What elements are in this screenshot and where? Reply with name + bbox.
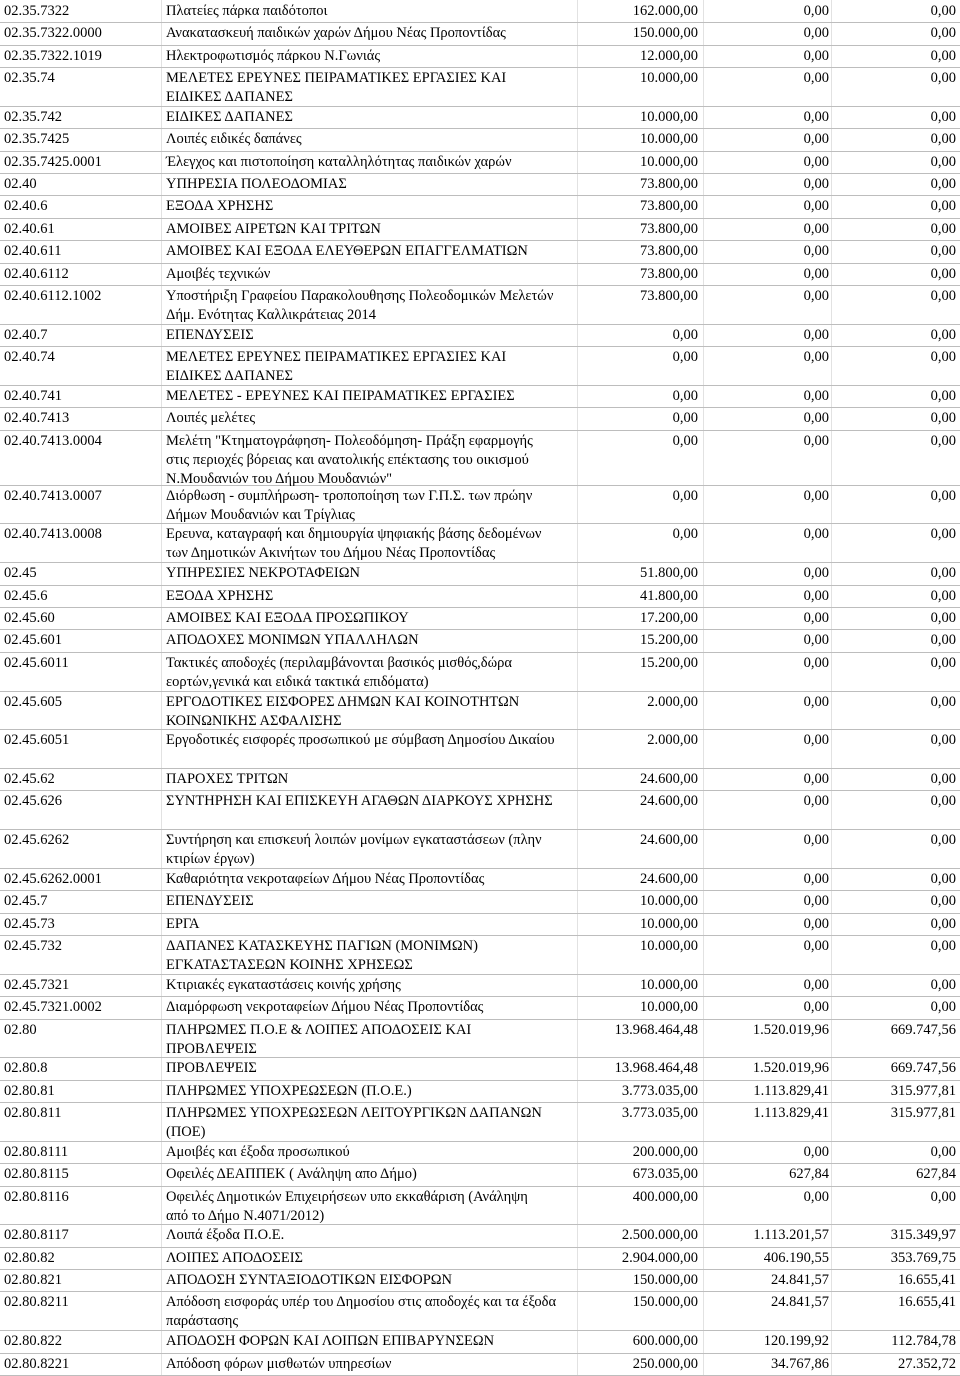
account-code: 02.45.6051: [4, 732, 70, 749]
account-code: 02.40.6112: [4, 265, 69, 282]
paid-amount: 0,00: [930, 793, 956, 810]
account-code: 02.35.7425: [4, 131, 70, 148]
table-row: [0, 485, 960, 525]
table-row: [0, 22, 960, 45]
budget-amount: 24.600,00: [640, 771, 698, 787]
account-code: 02.45.732: [4, 938, 62, 955]
account-code: 02.35.7322.1019: [4, 47, 102, 64]
paid-amount: 0,00: [930, 587, 956, 604]
account-code: 02.45.7321.0002: [4, 999, 102, 1016]
account-code: 02.35.7322: [4, 3, 70, 19]
account-code: 02.35.74: [4, 70, 55, 87]
paid-amount: 0,00: [930, 220, 956, 237]
budget-amount: 0,00: [672, 526, 698, 543]
account-description: ΠΛΗΡΩΜΕΣ Π.Ο.Ε & ΛΟΙΠΕΣ ΑΠΟΔΟΣΕΙΣ ΚΑΙ ΠΡΟΒΛΕΨΕΙΣ: [166, 1021, 472, 1057]
account-description: Λοιπά έξοδα Π.Ο.Ε.: [166, 1227, 285, 1244]
budget-amount: 2.904.000,00: [621, 1249, 698, 1266]
table-row: [0, 652, 960, 692]
committed-amount: 0,00: [803, 198, 829, 215]
account-code: 02.80.81: [4, 1082, 55, 1099]
account-description: ΕΡΓΑ: [166, 915, 200, 932]
account-code: 02.80.822: [4, 1333, 62, 1350]
account-description: Λοιπές ειδικές δαπάνες: [166, 131, 302, 148]
committed-amount: 0,00: [803, 632, 829, 649]
account-code: 02.40.7413: [4, 410, 70, 427]
account-description: Αμοιβές και έξοδα προσωπικού: [166, 1143, 350, 1160]
table-row: [0, 263, 960, 286]
budget-amount: 17.200,00: [640, 609, 698, 626]
table-row: [0, 868, 960, 891]
committed-amount: 1.520.019,96: [752, 1060, 829, 1077]
account-code: 02.35.7425.0001: [4, 153, 102, 170]
table-row: [0, 523, 960, 563]
budget-amount: 3.773.035,00: [621, 1105, 698, 1122]
account-code: 02.80.8117: [4, 1227, 69, 1244]
account-description: Διόρθωση - συμπλήρωση- τροποποίηση των Γ.Π.Σ. των πρώην Δήμων Μουδανιών και Τρίγλιας: [166, 487, 533, 523]
budget-amount: 2.500.000,00: [621, 1227, 698, 1244]
committed-amount: 0,00: [803, 487, 829, 504]
table-row: [0, 913, 960, 936]
paid-amount: 0,00: [930, 25, 956, 42]
budget-amount: 162.000,00: [632, 3, 698, 19]
committed-amount: 120.199,92: [763, 1333, 829, 1350]
account-code: 02.40.7: [4, 326, 48, 343]
committed-amount: 0,00: [803, 108, 829, 125]
account-code: 02.45.73: [4, 915, 55, 932]
table-row: [0, 829, 960, 869]
paid-amount: 0,00: [930, 349, 956, 366]
account-code: 02.80.8221: [4, 1355, 70, 1372]
committed-amount: 0,00: [803, 915, 829, 932]
account-code: 02.80.8: [4, 1060, 48, 1077]
table-row: [0, 218, 960, 241]
account-description: ΑΜΟΙΒΕΣ ΚΑΙ ΕΞΟΔΑ ΕΛΕΥΘΕΡΩΝ ΕΠΑΓΓΕΛΜΑΤΙΩΝ: [166, 243, 528, 260]
paid-amount: 0,00: [930, 693, 956, 710]
budget-amount: 10.000,00: [640, 976, 698, 993]
paid-amount: 0,00: [930, 47, 956, 64]
table-row: [0, 106, 960, 129]
committed-amount: 1.520.019,96: [752, 1021, 829, 1038]
committed-amount: 0,00: [803, 870, 829, 887]
table-row: [0, 430, 960, 486]
paid-amount: 0,00: [930, 654, 956, 671]
paid-amount: 0,00: [930, 176, 956, 193]
budget-amount: 12.000,00: [640, 47, 698, 64]
paid-amount: 315.349,97: [890, 1227, 956, 1244]
account-code: 02.40.7413.0007: [4, 487, 102, 504]
budget-amount: 73.800,00: [640, 176, 698, 193]
budget-amount: 673.035,00: [632, 1166, 698, 1183]
table-row: [0, 195, 960, 218]
account-description: ΕΞΟΔΑ ΧΡΗΣΗΣ: [166, 198, 274, 215]
account-code: 02.45.626: [4, 793, 62, 810]
budget-amount: 0,00: [672, 326, 698, 343]
budget-amount: 600.000,00: [632, 1333, 698, 1350]
account-description: ΕΠΕΝΔΥΣΕΙΣ: [166, 326, 254, 343]
account-description: ΑΠΟΔΟΧΕΣ ΜΟΝΙΜΩΝ ΥΠΑΛΛΗΛΩΝ: [166, 632, 419, 649]
account-code: 02.45.7321: [4, 976, 70, 993]
table-row: [0, 45, 960, 68]
paid-amount: 0,00: [930, 131, 956, 148]
budget-amount: 150.000,00: [632, 1294, 698, 1311]
account-code: 02.45.605: [4, 693, 62, 710]
paid-amount: 0,00: [930, 287, 956, 304]
paid-amount: 112.784,78: [891, 1333, 956, 1350]
account-description: Καθαριότητα νεκροταφείων Δήμου Νέας Προποντίδας: [166, 870, 485, 887]
table-row: [0, 890, 960, 913]
account-description: Υποστήριξη Γραφείου Παρακολουθησης Πολεοδομικών Μελετών Δήμ. Ενότητας Καλλικράτειας 2014: [166, 287, 554, 323]
paid-amount: 0,00: [930, 153, 956, 170]
paid-amount: 0,00: [930, 915, 956, 932]
committed-amount: 0,00: [803, 771, 829, 787]
budget-amount: 2.000,00: [647, 732, 698, 749]
committed-amount: 0,00: [803, 131, 829, 148]
committed-amount: 0,00: [803, 243, 829, 260]
paid-amount: 27.352,72: [898, 1355, 956, 1372]
committed-amount: 0,00: [803, 410, 829, 427]
account-description: ΑΠΟΔΟΣΗ ΦΟΡΩΝ ΚΑΙ ΛΟΙΠΩΝ ΕΠΙΒΑΡΥΝΣΕΩΝ: [166, 1333, 495, 1350]
account-code: 02.80.811: [4, 1105, 62, 1122]
account-description: Οφειλές Δημοτικών Επιχειρήσεων υπο εκκαθάριση (Ανάληψη από το Δήμο Ν.4071/2012): [166, 1188, 528, 1224]
account-code: 02.80.8115: [4, 1166, 69, 1183]
table-row: [0, 173, 960, 196]
committed-amount: 0,00: [803, 732, 829, 749]
account-description: Συντήρηση και επισκευή λοιπών μονίμων εγκαταστάσεων (πλην κτιρίων έργων): [166, 832, 542, 868]
committed-amount: 24.841,57: [771, 1294, 829, 1311]
account-description: Διαμόρφωση νεκροταφείων Δήμου Νέας Προποντίδας: [166, 999, 484, 1016]
account-code: 02.35.7322.0000: [4, 25, 102, 42]
account-code: 02.45.7: [4, 893, 48, 910]
budget-amount: 10.000,00: [640, 153, 698, 170]
committed-amount: 0,00: [803, 287, 829, 304]
table-row: [0, 768, 960, 791]
account-code: 02.80.821: [4, 1272, 62, 1289]
account-description: Λοιπές μελέτες: [166, 410, 256, 427]
paid-amount: 16.655,41: [898, 1272, 956, 1289]
paid-amount: 627,84: [916, 1166, 956, 1183]
account-code: 02.40.61: [4, 220, 55, 237]
account-code: 02.40.6: [4, 198, 48, 215]
account-description: Οφειλές ΔΕΑΠΠΕΚ ( Ανάληψη απο Δήμο): [166, 1166, 417, 1183]
account-description: Εργοδοτικές εισφορές προσωπικού με σύμβαση Δημοσίου Δικαίου: [166, 732, 555, 749]
paid-amount: 0,00: [930, 609, 956, 626]
table-row: [0, 974, 960, 997]
paid-amount: 0,00: [930, 326, 956, 343]
committed-amount: 0,00: [803, 1188, 829, 1205]
table-row: [0, 385, 960, 408]
budget-amount: 0,00: [672, 387, 698, 404]
committed-amount: 0,00: [803, 693, 829, 710]
paid-amount: 0,00: [930, 893, 956, 910]
account-description: ΜΕΛΕΤΕΣ - ΕΡΕΥΝΕΣ ΚΑΙ ΠΕΙΡΑΜΑΤΙΚΕΣ ΕΡΓΑΣΙΕΣ: [166, 387, 515, 404]
paid-amount: 16.655,41: [898, 1294, 956, 1311]
paid-amount: 669.747,56: [890, 1060, 956, 1077]
budget-amount: 51.800,00: [640, 565, 698, 582]
table-row: [0, 407, 960, 430]
budget-amount: 0,00: [672, 487, 698, 504]
paid-amount: 315.977,81: [890, 1082, 956, 1099]
table-row: [0, 240, 960, 263]
paid-amount: 0,00: [930, 487, 956, 504]
account-code: 02.45.6262: [4, 832, 70, 849]
account-code: 02.35.742: [4, 108, 62, 125]
table-row: [0, 585, 960, 608]
table-row: [0, 607, 960, 630]
paid-amount: 0,00: [930, 976, 956, 993]
budget-amount: 400.000,00: [632, 1188, 698, 1205]
table-row: [0, 935, 960, 975]
account-description: Ηλεκτροφωτισμός πάρκου Ν.Γωνιάς: [166, 47, 381, 64]
budget-amount: 41.800,00: [640, 587, 698, 604]
table-row: [0, 1353, 960, 1376]
committed-amount: 0,00: [803, 387, 829, 404]
account-description: ΜΕΛΕΤΕΣ ΕΡΕΥΝΕΣ ΠΕΙΡΑΜΑΤΙΚΕΣ ΕΡΓΑΣΙΕΣ ΚΑΙ ΕΙΔΙΚΕΣ ΔΑΠΑΝΕΣ: [166, 349, 507, 385]
committed-amount: 0,00: [803, 265, 829, 282]
account-description: ΥΠΗΡΕΣΙΑ ΠΟΛΕΟΔΟΜΙΑΣ: [166, 176, 347, 193]
account-description: Ανακατασκευή παιδικών χαρών Δήμου Νέας Προποντίδας: [166, 25, 506, 42]
table-row: [0, 1057, 960, 1080]
committed-amount: 0,00: [803, 326, 829, 343]
account-code: 02.80.8211: [4, 1294, 69, 1311]
paid-amount: 0,00: [930, 265, 956, 282]
account-code: 02.80.82: [4, 1249, 55, 1266]
committed-amount: 0,00: [803, 176, 829, 193]
table-row: [0, 1019, 960, 1059]
committed-amount: 0,00: [803, 432, 829, 449]
table-row: [0, 629, 960, 652]
table-row: [0, 996, 960, 1019]
budget-amount: 150.000,00: [632, 1272, 698, 1289]
committed-amount: 0,00: [803, 565, 829, 582]
paid-amount: 0,00: [930, 999, 956, 1016]
account-description: Απόδοση φόρων μισθωτών υπηρεσίων: [166, 1355, 392, 1372]
paid-amount: 0,00: [930, 632, 956, 649]
account-description: ΠΡΟΒΛΕΨΕΙΣ: [166, 1060, 257, 1077]
committed-amount: 0,00: [803, 654, 829, 671]
budget-amount: 15.200,00: [640, 632, 698, 649]
committed-amount: 0,00: [803, 1143, 829, 1160]
account-description: ΛΟΙΠΕΣ ΑΠΟΔΟΣΕΙΣ: [166, 1249, 303, 1266]
budget-amount: 73.800,00: [640, 287, 698, 304]
account-code: 02.40.74: [4, 349, 55, 366]
paid-amount: 0,00: [930, 1188, 956, 1205]
committed-amount: 1.113.829,41: [753, 1105, 829, 1122]
account-description: ΠΑΡΟΧΕΣ ΤΡΙΤΩΝ: [166, 771, 289, 787]
paid-amount: 0,00: [930, 410, 956, 427]
account-description: Πλατείες πάρκα παιδότοποι: [166, 3, 328, 19]
committed-amount: 0,00: [803, 938, 829, 955]
account-description: ΥΠΗΡΕΣΙΕΣ ΝΕΚΡΟΤΑΦΕΙΩΝ: [166, 565, 360, 582]
paid-amount: 0,00: [930, 832, 956, 849]
committed-amount: 0,00: [803, 25, 829, 42]
account-description: Έλεγχος και πιστοποίηση καταλληλότητας παιδικών χαρών: [166, 153, 512, 170]
budget-amount: 250.000,00: [632, 1355, 698, 1372]
budget-amount: 10.000,00: [640, 999, 698, 1016]
account-description: Ερευνα, καταγραφή και δημιουργία ψηφιακής βάσης δεδομένων των Δημοτικών Ακινήτων του Δήμου Νέας Προποντίδας: [166, 526, 542, 562]
budget-amount: 3.773.035,00: [621, 1082, 698, 1099]
budget-amount: 10.000,00: [640, 70, 698, 87]
account-description: ΠΛΗΡΩΜΕΣ ΥΠΟΧΡΕΩΣΕΩΝ (Π.Ο.Ε.): [166, 1082, 412, 1099]
paid-amount: 0,00: [930, 108, 956, 125]
paid-amount: 0,00: [930, 243, 956, 260]
budget-amount: 24.600,00: [640, 793, 698, 810]
account-description: ΑΜΟΙΒΕΣ ΚΑΙ ΕΞΟΔΑ ΠΡΟΣΩΠΙΚΟΥ: [166, 609, 409, 626]
budget-amount: 10.000,00: [640, 108, 698, 125]
budget-amount: 10.000,00: [640, 915, 698, 932]
budget-amount: 10.000,00: [640, 131, 698, 148]
table-row: [0, 1269, 960, 1292]
committed-amount: 1.113.829,41: [753, 1082, 829, 1099]
table-row: [0, 1247, 960, 1270]
table-row: [0, 67, 960, 107]
account-description: ΕΞΟΔΑ ΧΡΗΣΗΣ: [166, 587, 274, 604]
table-row: [0, 0, 960, 23]
table-row: [0, 346, 960, 386]
budget-amount: 24.600,00: [640, 832, 698, 849]
paid-amount: 0,00: [930, 70, 956, 87]
committed-amount: 0,00: [803, 999, 829, 1016]
committed-amount: 0,00: [803, 587, 829, 604]
account-description: ΕΙΔΙΚΕΣ ΔΑΠΑΝΕΣ: [166, 108, 293, 125]
table-row: [0, 324, 960, 347]
account-description: Μελέτη "Κτηματογράφηση- Πολεοδόμηση- Πράξη εφαρμογής στις περιοχές βόρειας και ανατολικής επέκτασης του οικισμού Ν.Μουδανιών του Δήμου Μουδανιών": [166, 432, 533, 487]
committed-amount: 0,00: [803, 793, 829, 810]
committed-amount: 0,00: [803, 976, 829, 993]
account-code: 02.80: [4, 1021, 37, 1038]
budget-amount: 73.800,00: [640, 243, 698, 260]
committed-amount: 1.113.201,57: [753, 1227, 829, 1244]
table-row: [0, 729, 960, 769]
committed-amount: 0,00: [803, 3, 829, 19]
account-code: 02.45.6262.0001: [4, 870, 102, 887]
committed-amount: 0,00: [803, 349, 829, 366]
account-code: 02.40.7413.0004: [4, 432, 102, 449]
account-code: 02.45.6011: [4, 654, 69, 671]
budget-amount: 0,00: [672, 410, 698, 427]
paid-amount: 0,00: [930, 198, 956, 215]
account-description: ΜΕΛΕΤΕΣ ΕΡΕΥΝΕΣ ΠΕΙΡΑΜΑΤΙΚΕΣ ΕΡΓΑΣΙΕΣ ΚΑΙ ΕΙΔΙΚΕΣ ΔΑΠΑΝΕΣ: [166, 70, 507, 106]
account-description: Κτιριακές εγκαταστάσεις κοινής χρήσης: [166, 976, 401, 993]
paid-amount: 0,00: [930, 3, 956, 19]
paid-amount: 0,00: [930, 526, 956, 543]
table-row: [0, 1291, 960, 1331]
account-code: 02.80.8111: [4, 1143, 69, 1160]
paid-amount: 0,00: [930, 387, 956, 404]
paid-amount: 0,00: [930, 771, 956, 787]
paid-amount: 0,00: [930, 565, 956, 582]
budget-amount: 73.800,00: [640, 265, 698, 282]
account-description: Αμοιβές τεχνικών: [166, 265, 271, 282]
account-code: 02.45.6: [4, 587, 48, 604]
account-description: ΑΠΟΔΟΣΗ ΣΥΝΤΑΞΙΟΔΟΤΙΚΩΝ ΕΙΣΦΟΡΩΝ: [166, 1272, 453, 1289]
budget-amount: 150.000,00: [632, 25, 698, 42]
budget-amount: 73.800,00: [640, 220, 698, 237]
table-row: [0, 562, 960, 585]
account-code: 02.45: [4, 565, 37, 582]
account-code: 02.40.611: [4, 243, 62, 260]
committed-amount: 0,00: [803, 153, 829, 170]
budget-amount: 0,00: [672, 349, 698, 366]
budget-amount: 13.968.464,48: [614, 1060, 698, 1077]
table-row: [0, 285, 960, 325]
account-description: ΔΑΠΑΝΕΣ ΚΑΤΑΣΚΕΥΗΣ ΠΑΓΙΩΝ (ΜΟΝΙΜΩΝ) ΕΓΚΑΤΑΣΤΑΣΕΩΝ ΚΟΙΝΗΣ ΧΡΗΣΕΩΣ: [166, 938, 478, 974]
budget-amount: 0,00: [672, 432, 698, 449]
account-code: 02.40.741: [4, 387, 62, 404]
committed-amount: 0,00: [803, 47, 829, 64]
budget-amount: 2.000,00: [647, 693, 698, 710]
account-code: 02.45.60: [4, 609, 55, 626]
paid-amount: 669.747,56: [890, 1021, 956, 1038]
table-row: [0, 1080, 960, 1103]
account-code: 02.40.6112.1002: [4, 287, 102, 304]
account-description: Τακτικές αποδοχές (περιλαμβάνονται βασικός μισθός,δώρα εορτών,γενικά και ειδικά τακτικά επιδόματα): [166, 654, 513, 690]
paid-amount: 0,00: [930, 870, 956, 887]
paid-amount: 0,00: [930, 1143, 956, 1160]
paid-amount: 0,00: [930, 732, 956, 749]
budget-amount: 73.800,00: [640, 198, 698, 215]
table-row: [0, 691, 960, 731]
account-description: ΕΠΕΝΔΥΣΕΙΣ: [166, 893, 254, 910]
committed-amount: 0,00: [803, 893, 829, 910]
table-row: [0, 1141, 960, 1164]
account-description: ΕΡΓΟΔΟΤΙΚΕΣ ΕΙΣΦΟΡΕΣ ΔΗΜΩΝ ΚΑΙ ΚΟΙΝΟΤΗΤΩΝ ΚΟΙΝΩΝΙΚΗΣ ΑΣΦΑΛΙΣΗΣ: [166, 693, 520, 729]
committed-amount: 24.841,57: [771, 1272, 829, 1289]
account-code: 02.45.62: [4, 771, 55, 787]
budget-amount: 200.000,00: [632, 1143, 698, 1160]
table-row: [0, 1163, 960, 1186]
table-row: [0, 128, 960, 151]
committed-amount: 406.190,55: [763, 1249, 829, 1266]
account-code: 02.80.8116: [4, 1188, 69, 1205]
budget-amount: 24.600,00: [640, 870, 698, 887]
account-code: 02.40: [4, 176, 37, 193]
committed-amount: 34.767,86: [771, 1355, 829, 1372]
paid-amount: 315.977,81: [890, 1105, 956, 1122]
paid-amount: 353.769,75: [890, 1249, 956, 1266]
budget-amount: 10.000,00: [640, 893, 698, 910]
account-description: ΣΥΝΤΗΡΗΣΗ ΚΑΙ ΕΠΙΣΚΕΥΗ ΑΓΑΘΩΝ ΔΙΑΡΚΟΥΣ ΧΡΗΣΗΣ: [166, 793, 553, 810]
account-description: Απόδοση εισφοράς υπέρ του Δημοσίου στις αποδοχές και τα έξοδα παράστασης: [166, 1294, 557, 1330]
committed-amount: 0,00: [803, 220, 829, 237]
table-row: [0, 1186, 960, 1226]
table-row: [0, 1224, 960, 1247]
committed-amount: 627,84: [789, 1166, 829, 1183]
account-description: ΑΜΟΙΒΕΣ ΑΙΡΕΤΩΝ ΚΑΙ ΤΡΙΤΩΝ: [166, 220, 381, 237]
table-row: [0, 790, 960, 830]
committed-amount: 0,00: [803, 609, 829, 626]
table-row: [0, 151, 960, 174]
account-code: 02.45.601: [4, 632, 62, 649]
budget-amount: 15.200,00: [640, 654, 698, 671]
committed-amount: 0,00: [803, 832, 829, 849]
paid-amount: 0,00: [930, 938, 956, 955]
account-description: ΠΛΗΡΩΜΕΣ ΥΠΟΧΡΕΩΣΕΩΝ ΛΕΙΤΟΥΡΓΙΚΩΝ ΔΑΠΑΝΩΝ (ΠΟΕ): [166, 1105, 542, 1141]
committed-amount: 0,00: [803, 526, 829, 543]
table-row: [0, 1102, 960, 1142]
budget-amount: 13.968.464,48: [614, 1021, 698, 1038]
committed-amount: 0,00: [803, 70, 829, 87]
paid-amount: 0,00: [930, 432, 956, 449]
budget-amount: 10.000,00: [640, 938, 698, 955]
account-code: 02.40.7413.0008: [4, 526, 102, 543]
table-row: [0, 1330, 960, 1353]
